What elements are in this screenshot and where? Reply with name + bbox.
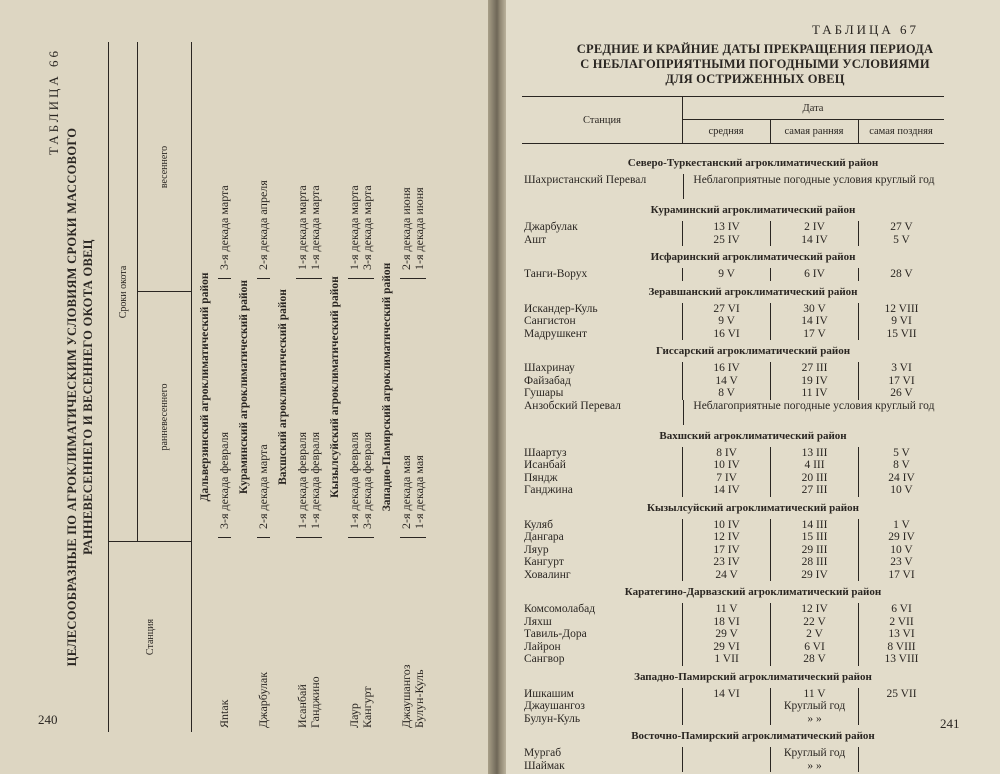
- right-page-number: 241: [940, 716, 960, 731]
- table-row: [522, 688, 944, 701]
- early-cell: 1-я декада февраля: [348, 279, 361, 538]
- region-heading: Вахшский агроклиматический район: [277, 289, 289, 485]
- mean-cell: 7 IV: [682, 472, 770, 485]
- table-row: [522, 400, 944, 425]
- latest-cell: 27 V: [858, 221, 944, 234]
- mean-cell: 12 IV: [682, 531, 770, 544]
- station-cell: Ляур: [524, 543, 549, 556]
- table-row: [522, 484, 944, 497]
- earliest-cell: 14 IV: [770, 234, 858, 247]
- table-row: [522, 569, 944, 582]
- latest-cell: 13 VI: [858, 628, 944, 641]
- table-row: [296, 42, 309, 732]
- station-cell: Файзабад: [524, 374, 571, 387]
- table-66-body: [192, 42, 426, 732]
- station-cell: Ганджино: [308, 676, 322, 728]
- table-row: [413, 42, 426, 732]
- earliest-cell: 17 V: [770, 328, 858, 341]
- spring-cell: 2-я декада июня: [400, 42, 413, 279]
- earliest-cell: 14 III: [770, 519, 858, 532]
- mean-cell: 24 V: [682, 569, 770, 582]
- mean-cell: 9 V: [682, 315, 770, 328]
- spring-cell: 3-я декада марта: [361, 42, 374, 279]
- earliest-cell: 6 IV: [770, 268, 858, 281]
- table-row: [522, 653, 944, 666]
- table-row: [522, 315, 944, 328]
- station-cell: Искандер-Куль: [524, 302, 598, 315]
- earliest-cell: Круглый год: [770, 747, 858, 760]
- mean-cell: [682, 760, 770, 773]
- latest-cell: 25 VII: [858, 688, 944, 701]
- spring-cell: 1-я декада марта: [348, 42, 361, 279]
- station-cell: Джарбулак: [256, 671, 270, 728]
- mean-cell: 14 IV: [682, 484, 770, 497]
- table-row: [522, 628, 944, 641]
- latest-cell: 3 VI: [858, 362, 944, 375]
- table-66-title-line1: ЦЕЛЕСООБРАЗНЫЕ ПО АГРОКЛИМАТИЧЕСКИМ УСЛОВИЯМ СРОКИ МАССОВОГО: [65, 127, 79, 667]
- earliest-cell: 19 IV: [770, 375, 858, 388]
- spring-cell: 1-я декада июня: [413, 42, 426, 279]
- latest-cell: 29 IV: [858, 531, 944, 544]
- region-heading: Кызылсуйский агроклиматический район: [329, 276, 341, 498]
- mean-cell: 1 VII: [682, 653, 770, 666]
- mean-cell: 8 V: [682, 387, 770, 400]
- table-67-title-line1: СРЕДНИЕ И КРАЙНИЕ ДАТЫ ПРЕКРАЩЕНИЯ ПЕРИОДА: [576, 42, 934, 56]
- latest-cell: [858, 760, 944, 773]
- mean-cell: 11 V: [682, 603, 770, 616]
- earliest-cell: Круглый год: [770, 700, 858, 713]
- mean-cell: 10 IV: [682, 459, 770, 472]
- station-cell: Шахринау: [524, 362, 575, 374]
- latest-cell: 24 IV: [858, 472, 944, 485]
- table-row: [522, 641, 944, 654]
- earliest-cell: 20 III: [770, 472, 858, 485]
- latest-cell: 23 V: [858, 556, 944, 569]
- latest-cell: 2 VII: [858, 616, 944, 629]
- station-cell: Исанбай: [524, 459, 566, 471]
- station-cell: Лайрон: [524, 640, 561, 653]
- table-row: [257, 42, 270, 732]
- table-row: [522, 268, 944, 281]
- table-row: [522, 747, 944, 760]
- table-row: [522, 544, 944, 557]
- mean-cell: 23 IV: [682, 556, 770, 569]
- table-66-title-line2: РАННЕВЕСЕННЕГО И ВЕСЕННЕГО ОКОТА ОВЕЦ: [81, 239, 95, 555]
- station-cell: Лаур: [347, 703, 361, 728]
- earliest-cell: 6 VI: [770, 641, 858, 654]
- earliest-cell: » »: [770, 713, 858, 726]
- latest-cell: 10 V: [858, 544, 944, 557]
- earliest-cell: 11 V: [770, 688, 858, 701]
- station-cell: Сангвор: [524, 653, 565, 665]
- mean-cell: 8 IV: [682, 447, 770, 460]
- latest-cell: 26 V: [858, 387, 944, 400]
- mean-cell: 17 IV: [682, 544, 770, 557]
- table-row: [522, 700, 944, 713]
- table-row: [522, 303, 944, 316]
- earliest-cell: 2 V: [770, 628, 858, 641]
- latest-cell: 9 VI: [858, 315, 944, 328]
- table-67-title-line3: ДЛЯ ОСТРИЖЕННЫХ ОВЕЦ: [665, 72, 845, 86]
- earliest-cell: 4 III: [770, 459, 858, 472]
- table-66-header: [108, 42, 192, 732]
- latest-cell: 17 VI: [858, 569, 944, 582]
- header-spring: весеннего: [158, 145, 170, 189]
- left-page-number: 240: [38, 712, 58, 727]
- latest-cell: [858, 747, 944, 760]
- table-66-label: ТАБЛИЦА 66: [46, 48, 61, 156]
- early-cell: 2-я декада марта: [257, 279, 270, 538]
- year-round-note: Неблагоприятные погодные условия круглый год: [683, 174, 944, 199]
- table-row: [309, 42, 322, 732]
- station-cell: Пяндж: [524, 471, 558, 484]
- earliest-cell: 2 IV: [770, 221, 858, 234]
- early-cell: 3-я декада февраля: [361, 279, 374, 538]
- table-row: [522, 519, 944, 532]
- region-heading: Северо-Туркестанский агроклиматический район: [627, 157, 879, 169]
- header-lambing-dates: Сроки окота: [109, 42, 138, 542]
- header-early-spring: ранневесеннего: [137, 291, 191, 542]
- table-row: [522, 556, 944, 569]
- header-earliest: самая ранняя: [770, 119, 859, 143]
- header-mean: средняя: [682, 119, 771, 143]
- table-row: [522, 221, 944, 234]
- table-row: [522, 760, 944, 773]
- table-67-body: [522, 152, 944, 772]
- early-cell: 1-я декада февраля: [296, 279, 309, 538]
- table-row: [522, 447, 944, 460]
- mean-cell: 18 VI: [682, 616, 770, 629]
- region-heading: Зеравшанский агроклиматический район: [648, 285, 858, 298]
- station-cell: Джаушангоз: [524, 700, 585, 712]
- mean-cell: 27 VI: [682, 303, 770, 316]
- early-cell: 1-я декада мая: [413, 279, 426, 538]
- station-cell: Кангурт: [524, 556, 564, 568]
- mean-cell: 14 V: [682, 375, 770, 388]
- table-row: [522, 459, 944, 472]
- early-cell: 1-я декада февраля: [309, 279, 322, 538]
- latest-cell: [858, 713, 944, 726]
- earliest-cell: 29 III: [770, 544, 858, 557]
- spring-cell: 1-я декада марта: [296, 42, 309, 279]
- station-cell: Джарбулак: [524, 221, 578, 233]
- header-station: Станция: [522, 97, 683, 143]
- region-heading: Восточно-Памирский агроклиматический район: [631, 730, 875, 742]
- station-cell: Дангара: [524, 531, 564, 543]
- latest-cell: 5 V: [858, 234, 944, 247]
- region-heading: Вахшский агроклиматический район: [659, 429, 847, 442]
- station-cell: Ляхш: [524, 615, 552, 628]
- early-cell: 2-я декада мая: [400, 279, 413, 538]
- station-cell: Кангурт: [360, 686, 374, 728]
- region-heading: Каратегино-Дарвазский агроклиматический район: [624, 586, 882, 598]
- station-cell: Тавиль-Дора: [524, 628, 587, 640]
- earliest-cell: 22 V: [770, 616, 858, 629]
- table-67-label: ТАБЛИЦА 67: [812, 22, 920, 37]
- latest-cell: 13 VIII: [858, 653, 944, 666]
- earliest-cell: 12 IV: [770, 603, 858, 616]
- header-date: Дата: [682, 97, 944, 120]
- station-cell: Танги-Ворух: [524, 268, 588, 280]
- mean-cell: [682, 713, 770, 726]
- table-row: [348, 42, 361, 732]
- station-cell: Гушары: [524, 387, 564, 399]
- table-row: [522, 531, 944, 544]
- table-row: [522, 472, 944, 485]
- table-row: [361, 42, 374, 732]
- mean-cell: 29 V: [682, 628, 770, 641]
- spring-cell: 2-я декада апреля: [257, 42, 270, 279]
- station-cell: Яntак: [217, 699, 231, 728]
- table-67-title-line2: С НЕБЛАГОПРИЯТНЫМИ ПОГОДНЫМИ УСЛОВИЯМИ: [580, 57, 930, 71]
- station-cell: Сангистон: [524, 315, 576, 327]
- region-heading: Дальверзинский агроклиматический район: [199, 272, 211, 502]
- table-row: [522, 603, 944, 616]
- region-heading: Кураминский агроклиматический район: [650, 204, 856, 216]
- region-heading: Исфаринский агроклиматический район: [650, 251, 856, 263]
- latest-cell: 10 V: [858, 484, 944, 497]
- station-cell: Джаушангоз: [399, 664, 413, 728]
- spring-cell: 3-я декада марта: [218, 42, 231, 279]
- latest-cell: 5 V: [858, 447, 944, 460]
- table-row: [522, 362, 944, 375]
- region-heading: Кураминский агроклиматический район: [238, 280, 250, 494]
- station-cell: Шахристанский Перевал: [524, 174, 647, 186]
- spring-cell: 1-я декада марта: [309, 42, 322, 279]
- station-cell: Куляб: [524, 518, 553, 531]
- table-66-title: [64, 82, 96, 712]
- latest-cell: 1 V: [858, 519, 944, 532]
- station-cell: Исанбай: [295, 684, 309, 728]
- mean-cell: [682, 747, 770, 760]
- latest-cell: 8 V: [858, 459, 944, 472]
- mean-cell: 10 IV: [682, 519, 770, 532]
- header-station: Станция: [109, 541, 191, 732]
- mean-cell: 13 IV: [682, 221, 770, 234]
- earliest-cell: 27 III: [770, 362, 858, 375]
- earliest-cell: 11 IV: [770, 387, 858, 400]
- latest-cell: 15 VII: [858, 328, 944, 341]
- latest-cell: [858, 700, 944, 713]
- table-row: [522, 328, 944, 341]
- station-cell: Комсомолабад: [524, 603, 596, 615]
- earliest-cell: 28 V: [770, 653, 858, 666]
- mean-cell: 16 IV: [682, 362, 770, 375]
- region-heading: Западно-Памирский агроклиматический район: [381, 262, 393, 512]
- year-round-note: Неблагоприятные погодные условия круглый год: [683, 400, 944, 425]
- station-cell: Ганджина: [524, 484, 573, 496]
- latest-cell: 12 VIII: [858, 303, 944, 316]
- mean-cell: 16 VI: [682, 328, 770, 341]
- latest-cell: 28 V: [858, 268, 944, 281]
- table-67-header: [522, 96, 944, 144]
- station-cell: Шаартуз: [524, 446, 567, 459]
- table-67-title: [520, 42, 990, 87]
- table-row: [522, 713, 944, 726]
- region-heading: Кызылсуйский агроклиматический район: [647, 501, 859, 514]
- latest-cell: 17 VI: [858, 375, 944, 388]
- earliest-cell: 13 III: [770, 447, 858, 460]
- table-row: [522, 616, 944, 629]
- latest-cell: 8 VIII: [858, 641, 944, 654]
- mean-cell: 9 V: [682, 268, 770, 281]
- table-row: [522, 387, 944, 400]
- earliest-cell: » »: [770, 760, 858, 773]
- region-heading: Гиссарский агроклиматический район: [655, 345, 851, 357]
- table-row: [522, 234, 944, 247]
- station-cell: Шаймак: [524, 759, 565, 772]
- earliest-cell: 27 III: [770, 484, 858, 497]
- table-row: [522, 174, 944, 199]
- station-cell: Ишкашим: [524, 687, 574, 700]
- mean-cell: 14 VI: [682, 688, 770, 701]
- station-cell: Мадрушкент: [524, 327, 587, 340]
- left-rotated-table: [46, 42, 466, 732]
- header-latest: самая поздняя: [869, 125, 933, 137]
- region-heading: Западно-Памирский агроклиматический район: [634, 670, 872, 683]
- station-cell: Булун-Куль: [412, 669, 426, 728]
- station-cell: Анзобский Перевал: [524, 399, 621, 412]
- earliest-cell: 28 III: [770, 556, 858, 569]
- book-gutter: [488, 0, 508, 774]
- early-cell: 3-я декада февраля: [218, 279, 231, 538]
- earliest-cell: 14 IV: [770, 315, 858, 328]
- latest-cell: 6 VI: [858, 603, 944, 616]
- mean-cell: 29 VI: [682, 641, 770, 654]
- mean-cell: 25 IV: [682, 234, 770, 247]
- earliest-cell: 29 IV: [770, 569, 858, 582]
- table-row: [218, 42, 231, 732]
- table-row: [400, 42, 413, 732]
- table-row: [522, 375, 944, 388]
- station-cell: Мургаб: [524, 747, 562, 759]
- earliest-cell: 30 V: [770, 303, 858, 316]
- earliest-cell: 15 III: [770, 531, 858, 544]
- station-cell: Булун-Куль: [524, 712, 581, 725]
- station-cell: Ашт: [524, 233, 547, 246]
- station-cell: Ховалинг: [524, 568, 571, 581]
- mean-cell: [682, 700, 770, 713]
